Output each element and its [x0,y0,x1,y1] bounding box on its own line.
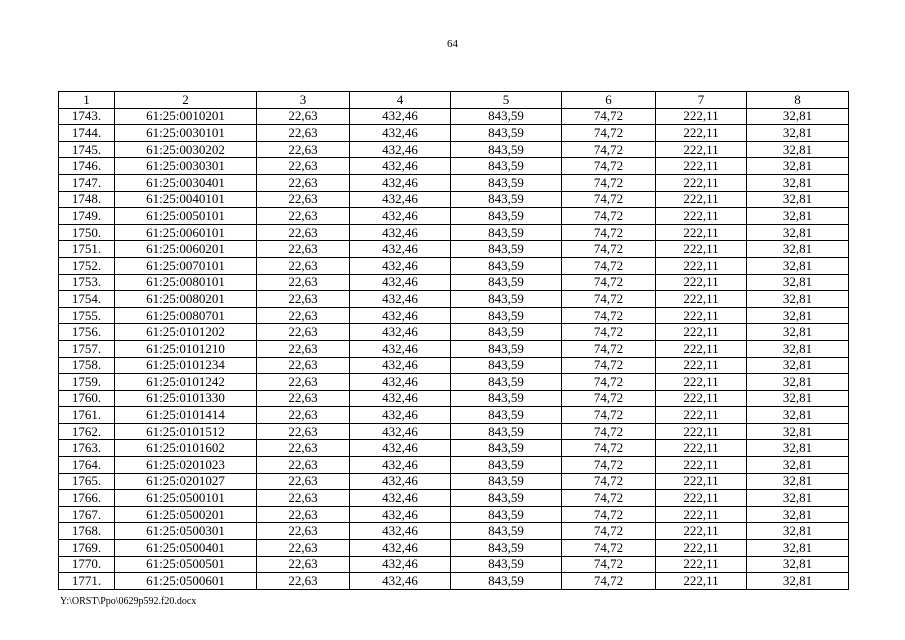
table-cell: 432,46 [350,573,451,590]
table-cell: 432,46 [350,291,451,308]
table-cell: 432,46 [350,357,451,374]
table-cell: 222,11 [656,224,747,241]
table-cell: 61:25:0010201 [115,108,257,125]
table-cell: 432,46 [350,374,451,391]
table-row [59,457,849,474]
table-cell: 61:25:0201027 [115,473,257,490]
table-cell: 432,46 [350,423,451,440]
table-cell: 74,72 [562,307,656,324]
table-cell: 22,63 [257,108,350,125]
table-cell: 1766. [59,490,115,507]
table-cell: 74,72 [562,158,656,175]
table-cell: 74,72 [562,523,656,540]
table-row [59,407,849,424]
table-row [59,423,849,440]
table-cell: 432,46 [350,490,451,507]
table-cell: 22,63 [257,241,350,258]
table-cell: 32,81 [747,440,849,457]
table-cell: 843,59 [451,174,562,191]
table-row [59,174,849,191]
table-row [59,274,849,291]
table-cell: 22,63 [257,506,350,523]
table-cell: 843,59 [451,241,562,258]
table-cell: 22,63 [257,191,350,208]
table-cell: 1764. [59,457,115,474]
table-cell: 843,59 [451,274,562,291]
table-cell: 61:25:0101512 [115,423,257,440]
column-header: 8 [747,92,849,109]
table-cell: 222,11 [656,257,747,274]
table-cell: 22,63 [257,523,350,540]
column-header: 1 [59,92,115,109]
table-row [59,573,849,590]
table-cell: 74,72 [562,540,656,557]
table-cell: 843,59 [451,523,562,540]
table-cell: 32,81 [747,506,849,523]
table-cell: 843,59 [451,224,562,241]
table-cell: 1761. [59,407,115,424]
table-cell: 61:25:0201023 [115,457,257,474]
table-cell: 843,59 [451,125,562,142]
table-cell: 74,72 [562,340,656,357]
table-cell: 74,72 [562,374,656,391]
table-cell: 32,81 [747,374,849,391]
table-cell: 61:25:0080201 [115,291,257,308]
column-header: 3 [257,92,350,109]
table-row [59,257,849,274]
table-cell: 74,72 [562,357,656,374]
table-row [59,506,849,523]
table-cell: 22,63 [257,174,350,191]
table-cell: 74,72 [562,241,656,258]
table-cell: 432,46 [350,108,451,125]
table-row [59,357,849,374]
table-cell: 22,63 [257,340,350,357]
table-cell: 222,11 [656,440,747,457]
table-cell: 843,59 [451,158,562,175]
table-cell: 74,72 [562,208,656,225]
table-cell: 1758. [59,357,115,374]
table-row [59,523,849,540]
table-cell: 432,46 [350,241,451,258]
table-cell: 32,81 [747,208,849,225]
table-cell: 222,11 [656,191,747,208]
table-cell: 74,72 [562,556,656,573]
table-cell: 432,46 [350,457,451,474]
table-cell: 32,81 [747,573,849,590]
table-cell: 1770. [59,556,115,573]
table-cell: 432,46 [350,174,451,191]
table-cell: 222,11 [656,125,747,142]
table-cell: 843,59 [451,307,562,324]
table-cell: 843,59 [451,473,562,490]
table-cell: 32,81 [747,407,849,424]
table-cell: 222,11 [656,523,747,540]
table-row [59,540,849,557]
page-number: 64 [447,38,458,50]
table-cell: 22,63 [257,440,350,457]
table-cell: 61:25:0500601 [115,573,257,590]
table-cell: 1749. [59,208,115,225]
table-cell: 61:25:0030101 [115,125,257,142]
table-cell: 222,11 [656,490,747,507]
table-cell: 1743. [59,108,115,125]
table-cell: 222,11 [656,108,747,125]
table-cell: 432,46 [350,158,451,175]
table-cell: 1755. [59,307,115,324]
table-row [59,490,849,507]
table-cell: 32,81 [747,241,849,258]
table-cell: 22,63 [257,556,350,573]
column-header: 7 [656,92,747,109]
table-cell: 432,46 [350,473,451,490]
table-cell: 74,72 [562,257,656,274]
table-cell: 1765. [59,473,115,490]
table-row [59,440,849,457]
table-cell: 1748. [59,191,115,208]
table-row [59,556,849,573]
table-cell: 432,46 [350,506,451,523]
table-cell: 432,46 [350,556,451,573]
table-cell: 222,11 [656,573,747,590]
table-cell: 74,72 [562,573,656,590]
table-cell: 222,11 [656,141,747,158]
table-cell: 74,72 [562,457,656,474]
table-cell: 432,46 [350,274,451,291]
table-cell: 74,72 [562,191,656,208]
column-header: 2 [115,92,257,109]
table-cell: 432,46 [350,141,451,158]
table-cell: 74,72 [562,291,656,308]
table-cell: 61:25:0101330 [115,390,257,407]
table-row [59,291,849,308]
table-cell: 61:25:0500501 [115,556,257,573]
table-cell: 222,11 [656,324,747,341]
table-cell: 22,63 [257,274,350,291]
table-row [59,191,849,208]
table-cell: 32,81 [747,490,849,507]
table-cell: 22,63 [257,125,350,142]
column-header: 6 [562,92,656,109]
table-cell: 61:25:0500101 [115,490,257,507]
table-cell: 61:25:0050101 [115,208,257,225]
table-cell: 61:25:0060201 [115,241,257,258]
table-cell: 1754. [59,291,115,308]
table-cell: 32,81 [747,108,849,125]
table-cell: 1744. [59,125,115,142]
table-cell: 1760. [59,390,115,407]
table-cell: 432,46 [350,224,451,241]
table-cell: 61:25:0101602 [115,440,257,457]
table-cell: 32,81 [747,141,849,158]
table-cell: 32,81 [747,423,849,440]
table-cell: 432,46 [350,208,451,225]
table-cell: 222,11 [656,241,747,258]
table-cell: 74,72 [562,407,656,424]
table-cell: 843,59 [451,506,562,523]
table-cell: 32,81 [747,257,849,274]
table-row [59,241,849,258]
table-cell: 843,59 [451,540,562,557]
table-cell: 432,46 [350,523,451,540]
table-cell: 222,11 [656,556,747,573]
table-row [59,340,849,357]
table-cell: 22,63 [257,473,350,490]
table-cell: 222,11 [656,457,747,474]
table-cell: 61:25:0101210 [115,340,257,357]
table-cell: 22,63 [257,291,350,308]
table-cell: 1756. [59,324,115,341]
table-cell: 1759. [59,374,115,391]
table-cell: 222,11 [656,158,747,175]
table-cell: 61:25:0030401 [115,174,257,191]
table-cell: 843,59 [451,423,562,440]
table-cell: 843,59 [451,556,562,573]
table-cell: 32,81 [747,357,849,374]
table-cell: 32,81 [747,307,849,324]
table-cell: 74,72 [562,141,656,158]
table-cell: 61:25:0500201 [115,506,257,523]
column-header: 4 [350,92,451,109]
table-cell: 432,46 [350,440,451,457]
table-cell: 843,59 [451,407,562,424]
table-cell: 432,46 [350,257,451,274]
table-cell: 1768. [59,523,115,540]
table-cell: 222,11 [656,423,747,440]
table-cell: 222,11 [656,274,747,291]
table-cell: 32,81 [747,191,849,208]
table-cell: 74,72 [562,324,656,341]
table-row [59,473,849,490]
table-row [59,141,849,158]
column-header: 5 [451,92,562,109]
table-cell: 222,11 [656,407,747,424]
table-cell: 32,81 [747,158,849,175]
table-cell: 61:25:0070101 [115,257,257,274]
table-cell: 1751. [59,241,115,258]
table-cell: 74,72 [562,390,656,407]
table-cell: 843,59 [451,440,562,457]
table-cell: 432,46 [350,540,451,557]
table-cell: 32,81 [747,174,849,191]
table-cell: 61:25:0030301 [115,158,257,175]
table-cell: 32,81 [747,556,849,573]
table-cell: 22,63 [257,490,350,507]
table-cell: 61:25:0080101 [115,274,257,291]
table-cell: 1762. [59,423,115,440]
table-row [59,108,849,125]
table-cell: 432,46 [350,390,451,407]
table-cell: 22,63 [257,390,350,407]
table-cell: 843,59 [451,141,562,158]
table-cell: 61:25:0080701 [115,307,257,324]
table-cell: 74,72 [562,506,656,523]
table-cell: 222,11 [656,540,747,557]
table-row [59,158,849,175]
table-cell: 432,46 [350,191,451,208]
table-row [59,324,849,341]
table-cell: 843,59 [451,208,562,225]
table-row [59,307,849,324]
table-cell: 32,81 [747,540,849,557]
table-cell: 74,72 [562,224,656,241]
table-cell: 32,81 [747,473,849,490]
table-cell: 843,59 [451,490,562,507]
footer-file-path: Y:\ORST\Ppo\0629p592.f20.docx [60,596,197,607]
table-cell: 222,11 [656,357,747,374]
table-cell: 32,81 [747,125,849,142]
table-cell: 32,81 [747,274,849,291]
table-cell: 843,59 [451,340,562,357]
table-cell: 222,11 [656,374,747,391]
table-cell: 22,63 [257,158,350,175]
table-cell: 61:25:0101414 [115,407,257,424]
table-cell: 22,63 [257,457,350,474]
table-cell: 222,11 [656,174,747,191]
table-cell: 22,63 [257,423,350,440]
table-cell: 61:25:0101242 [115,374,257,391]
table-cell: 222,11 [656,208,747,225]
table-cell: 22,63 [257,208,350,225]
table-cell: 843,59 [451,257,562,274]
data-table [58,91,849,590]
table-cell: 32,81 [747,390,849,407]
table-cell: 222,11 [656,291,747,308]
table-cell: 61:25:0030202 [115,141,257,158]
table-cell: 61:25:0101234 [115,357,257,374]
table-row [59,374,849,391]
table-cell: 32,81 [747,291,849,308]
table-cell: 32,81 [747,324,849,341]
table-cell: 1750. [59,224,115,241]
table-cell: 1753. [59,274,115,291]
table-cell: 843,59 [451,573,562,590]
table-cell: 1763. [59,440,115,457]
table-cell: 22,63 [257,307,350,324]
table-cell: 843,59 [451,108,562,125]
table-cell: 843,59 [451,357,562,374]
table-cell: 22,63 [257,374,350,391]
table-cell: 843,59 [451,291,562,308]
table-cell: 1752. [59,257,115,274]
table-cell: 1757. [59,340,115,357]
table-cell: 61:25:0060101 [115,224,257,241]
table-cell: 61:25:0040101 [115,191,257,208]
table-cell: 222,11 [656,473,747,490]
table-row [59,224,849,241]
table-cell: 61:25:0101202 [115,324,257,341]
table-cell: 22,63 [257,407,350,424]
table-cell: 32,81 [747,224,849,241]
table-cell: 74,72 [562,125,656,142]
table-cell: 222,11 [656,340,747,357]
table-cell: 222,11 [656,390,747,407]
table-cell: 74,72 [562,274,656,291]
table-cell: 74,72 [562,423,656,440]
table-cell: 22,63 [257,224,350,241]
table-cell: 1745. [59,141,115,158]
table-cell: 22,63 [257,257,350,274]
table-cell: 1747. [59,174,115,191]
table-cell: 74,72 [562,108,656,125]
table-row [59,390,849,407]
table-cell: 74,72 [562,440,656,457]
table-cell: 22,63 [257,357,350,374]
table-cell: 432,46 [350,324,451,341]
table-cell: 843,59 [451,390,562,407]
table-cell: 432,46 [350,407,451,424]
table-cell: 432,46 [350,340,451,357]
table-cell: 1746. [59,158,115,175]
table-cell: 843,59 [451,374,562,391]
table-row [59,208,849,225]
table-cell: 32,81 [747,340,849,357]
table-cell: 74,72 [562,473,656,490]
table-cell: 843,59 [451,191,562,208]
table-cell: 432,46 [350,307,451,324]
table-cell: 843,59 [451,324,562,341]
table-cell: 22,63 [257,141,350,158]
table-cell: 22,63 [257,573,350,590]
table-cell: 61:25:0500301 [115,523,257,540]
table-cell: 74,72 [562,174,656,191]
table-cell: 222,11 [656,307,747,324]
table-cell: 1769. [59,540,115,557]
table-cell: 222,11 [656,506,747,523]
table-cell: 843,59 [451,457,562,474]
table-cell: 74,72 [562,490,656,507]
table-cell: 1771. [59,573,115,590]
table-row [59,125,849,142]
table-cell: 61:25:0500401 [115,540,257,557]
table-cell: 22,63 [257,324,350,341]
table-cell: 32,81 [747,457,849,474]
table-cell: 22,63 [257,540,350,557]
table-cell: 1767. [59,506,115,523]
table-header-row [59,92,849,109]
table-cell: 32,81 [747,523,849,540]
table-cell: 432,46 [350,125,451,142]
